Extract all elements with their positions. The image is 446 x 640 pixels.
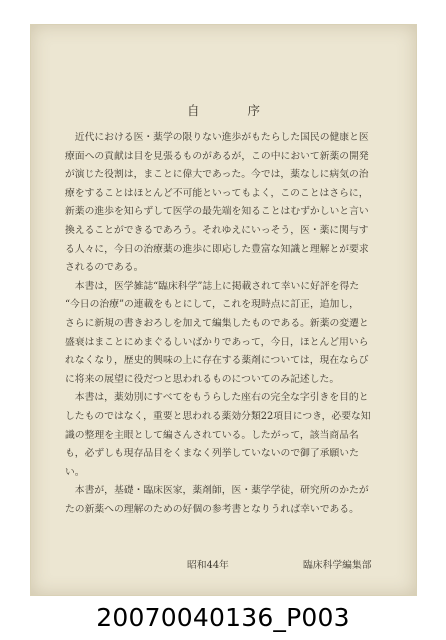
text-line: さらに新規の書きおろしを加えて編集したものである。新薬の変遷と — [65, 317, 369, 329]
text-line: たの新薬への理解のための好個の参考書となりうれば幸いである。 — [65, 503, 359, 515]
text-line: 識の整理を主眼として編さんされている。したがって，該当商品名 — [65, 429, 359, 441]
document-page — [30, 24, 417, 596]
paragraph-2 — [65, 278, 394, 390]
text-line: る人々に，今日の治療薬の進歩に即応した豊富な知識と理解とが要求 — [65, 243, 369, 255]
date-signature: 昭和44年 — [187, 560, 229, 571]
text-line: “今日の治療”の連載をもとにして，これを現時点に訂正，追加し， — [65, 299, 359, 311]
text-line: 療をすることはほとんど不可能といってもよく，このことはさらに， — [65, 187, 369, 199]
text-line: 近代における医・薬学の限りない進歩がもたらした国民の健康と医 — [65, 132, 369, 143]
text-line: が演じた役割は，まことに偉大であった。今では，薬なしに病気の治 — [65, 169, 369, 181]
text-line: 本書が，基礎・臨床医家，薬剤師，医・薬学学徒，研究所のかたが — [65, 485, 369, 497]
text-line: 療面への貢献は目を見張るものがあるが，この中において新薬の開発 — [65, 150, 369, 162]
preface-body — [65, 129, 394, 519]
text-line: に将来の展望に役だつと思われるものについてのみ記述した。 — [65, 373, 340, 385]
text-line: れなくなり，歴史的興味の上に存在する薬剤については，現在ならび — [65, 355, 369, 367]
paragraph-4 — [65, 482, 394, 519]
text-line: 本書は，医学雑誌“臨床科学”誌上に掲載されて幸いに好評を得た — [65, 280, 360, 292]
text-line: 本書は，薬効別にすべてをもうらした座右の完全な字引きを目的と — [65, 392, 369, 404]
text-line: 換えることができるであろう。それゆえにいっそう，医・薬に関与す — [65, 224, 369, 236]
text-line: したものではなく，重要と思われる薬効分類22項目につき，必要な知 — [65, 410, 371, 422]
text-line: い。 — [65, 466, 85, 478]
text-line: 盛衰はまことにめまぐるしいばかりであって，今日，ほとんど用いら — [65, 336, 369, 348]
publisher-signature: 臨床科学編集部 — [303, 560, 372, 571]
image-id-caption: 20070040136_P003 — [96, 603, 350, 632]
text-line: 新薬の進歩を知らずして医学の最先端を知ることはむずかしいと言い — [65, 206, 369, 218]
text-line: も，必ずしも現存品目をくまなく列挙していないので御了承願いた — [65, 448, 359, 460]
page-title: 自 序 — [187, 103, 282, 118]
text-line: されるのである。 — [65, 262, 144, 274]
paragraph-3 — [65, 389, 394, 482]
paragraph-1 — [65, 129, 394, 278]
